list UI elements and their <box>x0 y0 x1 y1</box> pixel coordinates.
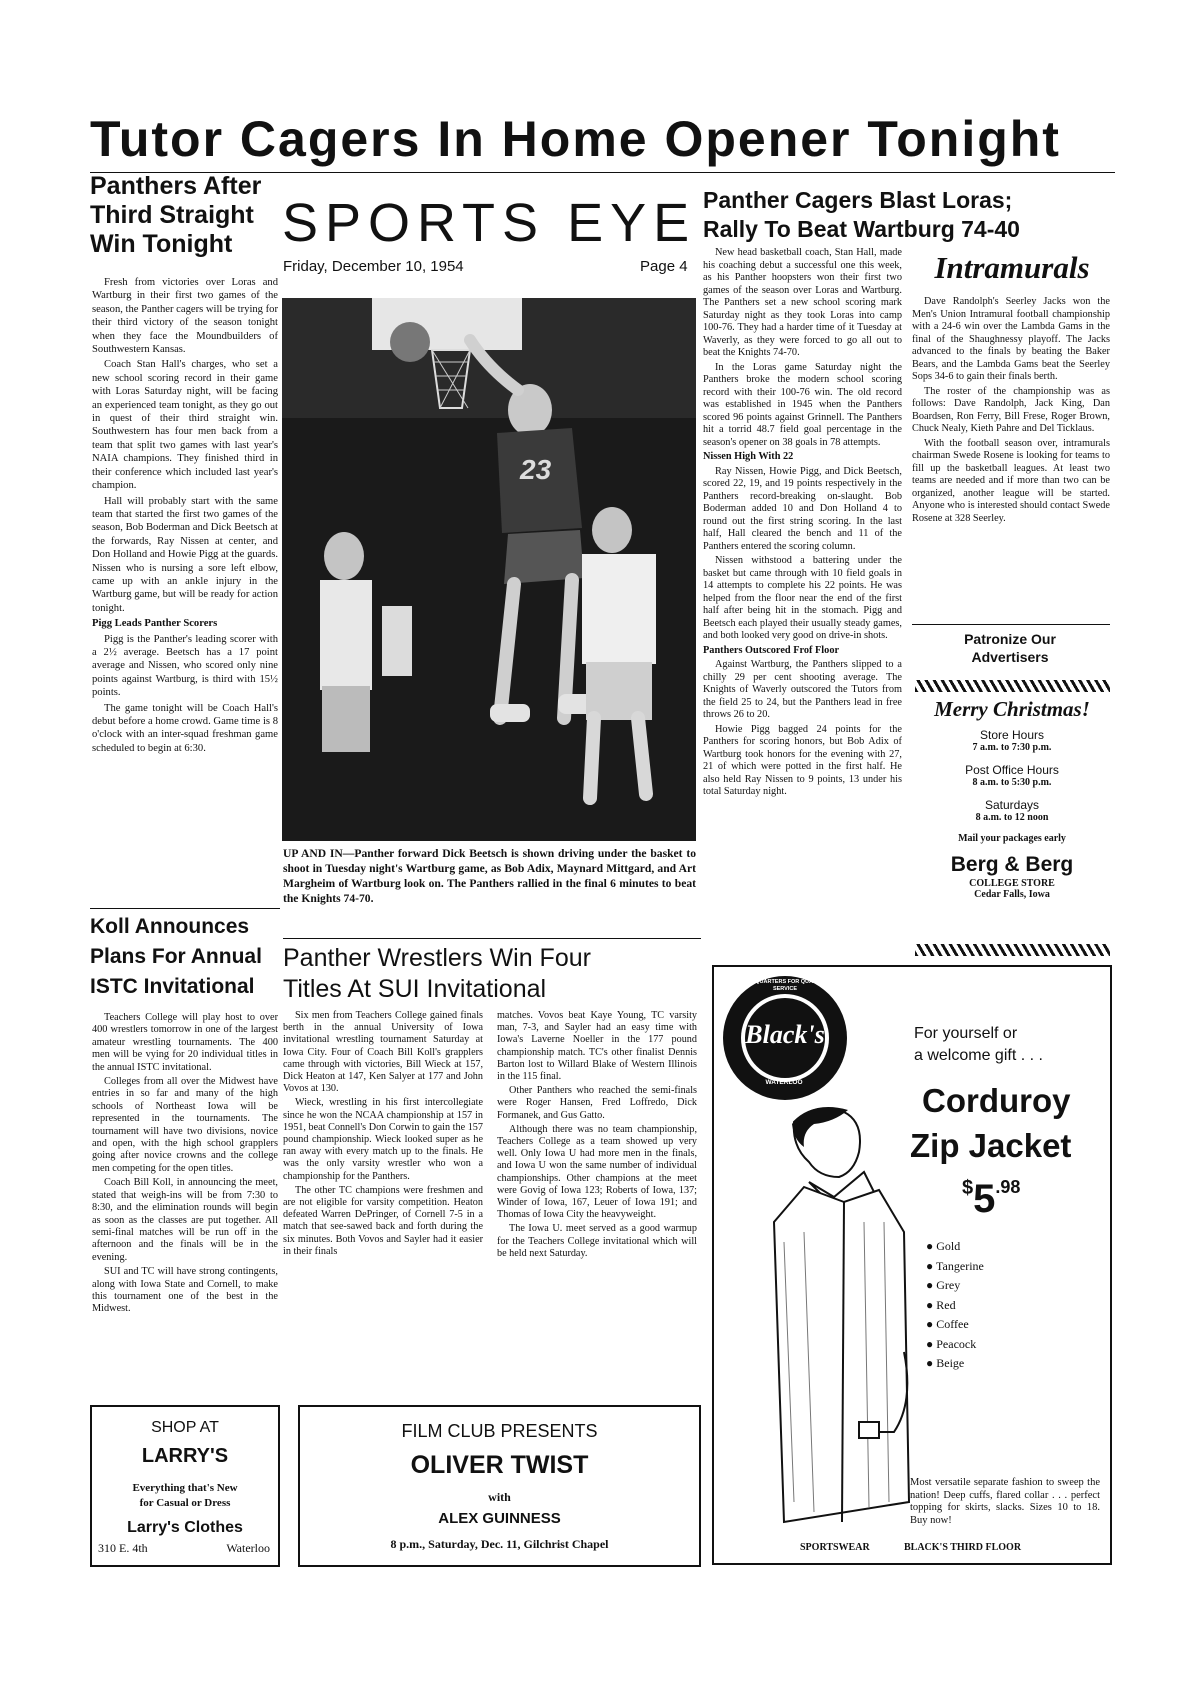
patronize-advertisers: Patronize Our Advertisers <box>964 631 1056 665</box>
left-headline-line: Third Straight <box>90 201 254 229</box>
left-headline-line: Win Tonight <box>90 230 233 258</box>
store-city: Cedar Falls, Iowa <box>974 889 1050 900</box>
paragraph: In the Loras game Saturday night the Panthers broke the modern school scoring record with their 100-76 win. The old record was established in 1945 when the Panthers scored 96 points against Grinnell. The Panthers hit a torrid 48.7 field goal percentage in the season's opener on 38 goals in 78 attempts. <box>703 361 902 448</box>
color-option: ● Red <box>926 1297 956 1312</box>
jersey-number: 23 <box>520 454 552 485</box>
paragraph: Colleges from all over the Midwest have entries in so far and many of the high schools of Northeast Iowa will be represented in the tournaments. The tournament will have two divisions, novice and open, with the high school grapplers going after novice crowns and the college men competing for the open titles. <box>92 1076 278 1174</box>
color-option: ● Gold <box>926 1239 961 1253</box>
paragraph: Fresh from victories over Loras and Wartburg in their first two games of the season, the Panther cagers will be trying for their third victory of the season tonight when they face the Moundbuilders of Southwestern Kansas. <box>92 277 278 356</box>
paragraph: Hall will probably start with the same team that started the first two games of the season, Bob Boderman and Dick Beetsch at the forwards, Ray Nissen at center, and Don Holland and Howie Pigg at the guards. Nissen who is nursing a sore left elbow, came up with an ankle injury in the Wartburg game, but will be ready for action tonight. <box>92 495 278 614</box>
koll-story-body <box>92 1012 278 1318</box>
blacks-city: WATERLOO <box>765 1079 803 1086</box>
color-option: ● Tangerine <box>926 1258 984 1273</box>
wrestlers-col2 <box>497 1010 697 1262</box>
larrys-tagline1: Everything that's New <box>132 1482 238 1494</box>
blacks-ring-text: HEADQUARTERS FOR QUALITY & SERVICE <box>739 979 831 992</box>
paragraph: With the football season over, intramurals chairman Swede Rosene is looking for teams to fill up the basketball leagues. At least two teams are needed and if more than two can be organized, another league will be started. Anyone who is interested should contact Swede Rosene at 328 Seerley. <box>912 437 1110 524</box>
film-club-ad <box>298 1405 701 1567</box>
store-sub: COLLEGE STORE <box>969 878 1055 889</box>
paragraph: The Iowa U. meet served as a good warmup for the Teachers College invitational which will be held next Saturday. <box>497 1223 697 1259</box>
photo-caption: UP AND IN—Panther forward Dick Beetsch is shown driving under the basket to shoot in Tuesday night's Wartburg game, as Bob Adix, Maynard Mittgard, and Art Margheim of Wartburg look on. The Panthers rallied in the final 6 minutes to beat the Knights 74-70. <box>283 847 696 905</box>
subhead: Nissen High With 22 <box>703 451 794 462</box>
post-office-label: Post Office Hours <box>965 763 1059 777</box>
post-office-hours: 8 a.m. to 5:30 p.m. <box>972 777 1052 788</box>
column-rule <box>90 908 280 909</box>
film-star: ALEX GUINNESS <box>438 1510 561 1527</box>
left-story-body <box>92 276 278 757</box>
price-cents: .98 <box>995 1177 1021 1197</box>
ad-intro-line2: a welcome gift . . . <box>914 1047 1043 1064</box>
column-rule <box>912 624 1110 625</box>
footer-left: SPORTSWEAR <box>800 1542 870 1553</box>
film-with: with <box>488 1490 511 1504</box>
column-rule <box>283 938 701 939</box>
paragraph: Against Wartburg, the Panthers slipped to a chilly 29 per cent shooting average. The Knights of Waverly outscored the Tutors from the field 25 to 24, but the Panthers lead in free throws 26 to 20. <box>703 659 902 720</box>
paragraph: Coach Bill Koll, in announcing the meet, stated that weigh-ins will be from 7:30 to 8:30, and the elimination rounds will begin as soon as the classes are put together. All semi-final matches will be run off in the afternoon and the finals will be in the evening. <box>92 1177 278 1263</box>
larrys-name: LARRY'S <box>141 1445 229 1467</box>
paragraph: Dave Randolph's Seerley Jacks won the Men's Union Intramural football championship with a 24-6 win over the Lambda Gams in the final of the Shaughnessy playoff. The Jacks advanced to the finals by beating the Baker Bears, and the Lambda Gams beat the Seerley Sops 34-6 to gain their finals berth. <box>912 296 1110 382</box>
paragraph: Howie Pigg bagged 24 points for the Panthers for scoring honors, but Bob Adix of Wartburg took honors for the evening with 27, 21 of which were potted in the first half. He also held Ray Nissen to 9 points, 13 under his total Saturday night. <box>703 723 902 797</box>
color-option: ● Grey <box>926 1278 961 1292</box>
price <box>962 1177 1020 1222</box>
paragraph: New head basketball coach, Stan Hall, made his coaching debut a successful one this week, as his Panther hoopsters won their first two games of the season over Loras and Wartburg. The Panthers set a new school scoring mark Saturday night as they took Loras into camp 100-76. They had a harder time of it Tuesday at Waverly, as they were forced to go all out to beat the Knights 74-70. <box>703 247 902 358</box>
koll-headline-line: Plans For Annual <box>90 945 262 968</box>
paragraph: Pigg is the Panther's leading scorer with a 2½ average. Beetsch has a 17 point average and Nissen, who scored only nine points against Wartburg, is third with 15½ points. <box>92 633 278 699</box>
film-title: OLIVER TWIST <box>410 1451 589 1479</box>
wrestlers-headline-line: Titles At SUI Invitational <box>283 975 547 1003</box>
bullet-icon: ● <box>926 1297 934 1312</box>
banner-headline: Tutor Cagers In Home Opener Tonight <box>90 111 1061 167</box>
intramurals-title: Intramurals <box>934 250 1090 285</box>
larrys-tagline2: for Casual or Dress <box>139 1497 231 1509</box>
bullet-icon: ● <box>926 1239 934 1253</box>
sports-eye-title: SPORTS EYE <box>282 193 697 253</box>
woman-jacket-illustration <box>764 1102 914 1542</box>
film-details: 8 p.m., Saturday, Dec. 11, Gilchrist Chapel <box>390 1537 609 1551</box>
paragraph: Ray Nissen, Howie Pigg, and Dick Beetsch, scored 22, 19, and 19 points respectively in the Panthers record-breaking on-slaught. Bob Boderman added 10 and Don Holland 4 to round out the first string scoring. In the last half, Hall cleared the bench and 11 of the Panthers entered the scoring column. <box>703 465 902 552</box>
product-description: Most versatile separate fashion to sweep the nation! Deep cuffs, flared collar . . . perfect topping for skirts, slacks. Sizes 10 to 18. Buy now! <box>910 1477 1100 1526</box>
store-hours-label: Store Hours <box>979 728 1045 742</box>
price-dollar: $ <box>962 1177 974 1199</box>
blacks-ad <box>712 965 1112 1565</box>
wrestlers-col1 <box>283 1010 483 1260</box>
issue-date: Friday, December 10, 1954 <box>283 258 464 275</box>
store-name: Berg & Berg <box>950 853 1074 876</box>
paragraph: matches. Vovos beat Kaye Young, TC varsity man, 7-3, and Sayler had an easy time with Iowa's Laverne Noeller in the 177 pound championship match. TC's other finalist Dennis Barton lost to Willard Blake of Western Illinois in the 115 final. <box>497 1010 697 1083</box>
saturdays-hours: 8 a.m. to 12 noon <box>975 812 1049 823</box>
paragraph: SUI and TC will have strong contingents, along with Iowa State and Cornell, to make this tournament one of the best in the Midwest. <box>92 1266 278 1315</box>
paragraph: Wieck, wrestling in his first intercollegiate since he won the NCAA championship at 157 in 1951, beat Connell's Don Corwin to gain the 157 pound championship. Wieck looked super as he ran away with every match up to the finals. He was the only varsity wrestler who won a championship for the Panthers. <box>283 1097 483 1182</box>
bullet-icon: ● <box>926 1317 934 1331</box>
blacks-logo: Black's <box>745 1020 825 1049</box>
basketball-photo-illustration <box>282 298 696 841</box>
color-option: ● Peacock <box>926 1336 977 1351</box>
larrys-address: 310 E. 4th <box>98 1541 148 1555</box>
bullet-icon: ● <box>926 1356 934 1370</box>
merry-christmas: Merry Christmas! <box>934 697 1090 721</box>
product-line2: Zip Jacket <box>910 1127 1072 1164</box>
store-hours: 7 a.m. to 7:30 p.m. <box>972 742 1052 753</box>
bullet-icon: ● <box>926 1278 934 1292</box>
koll-headline-line: ISTC Invitational <box>90 975 255 998</box>
left-headline-line: Panthers After <box>90 172 262 200</box>
decorative-border-bottom <box>915 944 1110 956</box>
mail-note: Mail your packages early <box>958 833 1066 844</box>
paragraph: Nissen withstood a battering under the basket but came through with 10 field goals in 14 attempts to complete his 22 points. He was helped from the floor near the end of the first half after being hit in the stomach. Pigg and Beetsch each played their usually steady games, and both looked very good on drive-in shots. <box>703 555 902 641</box>
saturdays-label: Saturdays <box>984 798 1040 812</box>
product-line1: Corduroy <box>922 1082 1071 1119</box>
larrys-store: Larry's Clothes <box>127 1519 243 1536</box>
paragraph: The other TC champions were freshmen and are not eligible for varsity competition. Heaton defeated Warren DePringer, of Cornell 7-5 in a match that see-sawed back and forth during the six minutes. Both Vovos and Sayler had it easier in their finals <box>283 1184 483 1257</box>
panther-headline-line: Panther Cagers Blast Loras; <box>703 187 1013 213</box>
color-options <box>926 1237 984 1374</box>
film-presenter: FILM CLUB PRESENTS <box>401 1421 598 1441</box>
paragraph: Although there was no team championship, Teachers College as a team showed up very well. Only Iowa U had more men in the finals, and Iowa U won the same number of individual championships. Other champions at the meet were Govig of Iowa 123; Roberts of Iowa, 137; Winder of Iowa, 167, Leuer of Iowa 191; and Thomas of Iowa City the heavyweight. <box>497 1123 697 1221</box>
paragraph: Six men from Teachers College gained finals berth in the annual University of Iowa invitational wrestling tournament Saturday at Iowa City. Four of Coach Bill Koll's grapplers came through with victories, Bill Wieck at 157, Dick Heaton at 147, Ken Salyer at 177 and John Vovos at 130. <box>283 1010 483 1095</box>
paragraph: The roster of the championship was as follows: Dave Randolph, Jack King, Dan Boardsen, Ron Ferry, Bill Frese, Roger Brown, Chuck Nealy, Kieth Pahre and Del Ticklaus. <box>912 385 1110 434</box>
paragraph: Teachers College will play host to over 400 wrestlers tomorrow in one of the largest amateur wrestling tournaments. The 400 men will be vying for 20 individual titles in the annual ISTC invitational. <box>92 1012 278 1073</box>
game-photo <box>282 298 696 841</box>
berg-berg-ad <box>912 696 1112 900</box>
ad-intro-line1: For yourself or <box>914 1025 1018 1042</box>
footer-right: BLACK'S THIRD FLOOR <box>904 1542 1022 1553</box>
paragraph: Other Panthers who reached the semi-finals were Roger Hansen, Fred Loffredo, Dick Formanek, and Gus Gatto. <box>497 1085 697 1121</box>
bullet-icon: ● <box>926 1336 934 1351</box>
color-option: ● Beige <box>926 1356 965 1370</box>
panther-story-headline <box>703 186 1123 244</box>
decorative-border-top <box>915 680 1110 692</box>
left-story-headline <box>90 172 280 259</box>
koll-headline-line: Koll Announces <box>90 915 250 938</box>
subhead: Pigg Leads Panther Scorers <box>92 618 218 630</box>
color-option: ● Coffee <box>926 1317 969 1331</box>
page-number: Page 4 <box>640 258 688 275</box>
larrys-city: Waterloo <box>226 1541 270 1555</box>
paragraph: The game tonight will be Coach Hall's debut before a home crowd. Game time is 8 o'clock with an inter-squad freshman game scheduled to begin at 6:30. <box>92 702 278 754</box>
panther-headline-line: Rally To Beat Wartburg 74-40 <box>703 216 1020 242</box>
panther-story-body <box>703 247 902 801</box>
bullet-icon: ● <box>926 1258 934 1273</box>
paragraph: Coach Stan Hall's charges, who set a new school scoring record in their game with Loras Saturday night, will be facing an experienced team tonight, as they go out in quest of their third straight win. Southwestern has four men back from a team that split two games with last year's NAIA champions. They finished third in their conference which included last year's champion. <box>92 359 278 492</box>
subhead: Panthers Outscored Frof Floor <box>703 644 840 656</box>
wrestlers-headline <box>283 943 703 1005</box>
larrys-line1: SHOP AT <box>151 1419 219 1436</box>
price-main: 5 <box>973 1177 996 1221</box>
larrys-ad <box>90 1405 280 1567</box>
intramurals-body <box>912 296 1110 527</box>
wrestlers-headline-line: Panther Wrestlers Win Four <box>283 944 591 972</box>
koll-story-headline <box>90 912 285 1002</box>
